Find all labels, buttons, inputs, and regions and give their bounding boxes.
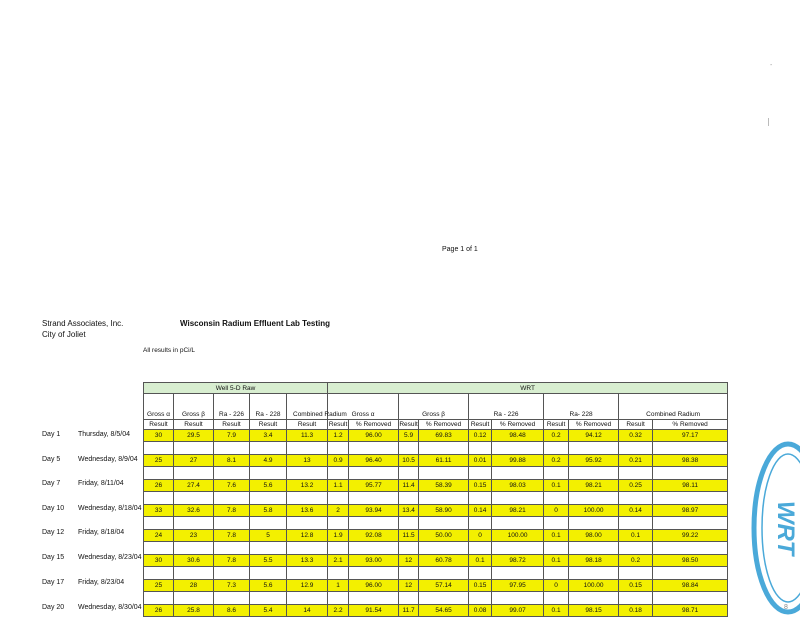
wrt-removed-cell: 60.78 — [419, 555, 469, 567]
wrt-result-cell: 12 — [399, 580, 419, 592]
sub-removed: % Removed — [569, 420, 619, 430]
wrt-removed-cell: 96.00 — [349, 430, 399, 442]
wrt-result-cell: 0.32 — [619, 430, 653, 442]
spacer-cell — [419, 567, 469, 580]
spacer-cell — [492, 442, 544, 455]
spacer-cell — [544, 567, 569, 580]
wrt-result-cell: 1.9 — [328, 530, 349, 542]
wrt-removed-cell: 96.00 — [349, 580, 399, 592]
spacer-cell — [469, 517, 492, 530]
wrt-result-cell: 0.1 — [544, 530, 569, 542]
table-row — [144, 580, 728, 592]
scan-mark: - — [770, 62, 773, 69]
spacer-row — [144, 467, 728, 480]
raw-cell: 7.9 — [214, 430, 250, 442]
col-header: Combined Radium — [287, 394, 328, 420]
date-label: Wednesday, 8/30/04 — [78, 604, 142, 611]
col-header: Ra - 226 — [214, 394, 250, 420]
spacer-cell — [469, 567, 492, 580]
spacer-cell — [492, 492, 544, 505]
client-name: City of Joliet — [42, 330, 86, 339]
wrt-removed-cell: 98.48 — [492, 430, 544, 442]
spacer-cell — [619, 567, 653, 580]
raw-cell: 25 — [144, 580, 174, 592]
date-label: Wednesday, 8/9/04 — [78, 456, 138, 463]
raw-cell: 8.1 — [214, 455, 250, 467]
date-label: Friday, 8/18/04 — [78, 529, 125, 536]
sub-removed: % Removed — [419, 420, 469, 430]
spacer-cell — [328, 542, 349, 555]
wrt-result-cell: 2.1 — [328, 555, 349, 567]
units-note: All results in pCi/L — [143, 347, 196, 354]
wrt-removed-cell: 98.18 — [569, 555, 619, 567]
spacer-cell — [653, 567, 728, 580]
raw-cell: 13 — [287, 455, 328, 467]
raw-cell: 5.4 — [250, 605, 287, 617]
spacer-cell — [544, 442, 569, 455]
spacer-cell — [492, 592, 544, 605]
spacer-cell — [653, 517, 728, 530]
raw-cell: 27 — [174, 455, 214, 467]
raw-cell: 30 — [144, 555, 174, 567]
raw-cell: 32.6 — [174, 505, 214, 517]
scan-artifact — [768, 118, 769, 126]
spacer-row — [144, 567, 728, 580]
wrt-removed-cell: 50.00 — [419, 530, 469, 542]
wrt-removed-cell: 91.54 — [349, 605, 399, 617]
spacer-cell — [653, 542, 728, 555]
spacer-cell — [144, 492, 174, 505]
spacer-cell — [653, 492, 728, 505]
wrt-removed-cell: 98.15 — [569, 605, 619, 617]
sub-removed: % Removed — [492, 420, 544, 430]
spacer-cell — [492, 567, 544, 580]
wrt-result-cell: 0.2 — [544, 455, 569, 467]
subheader-row — [144, 420, 728, 430]
wrt-result-cell: 11.4 — [399, 480, 419, 492]
date-label: Friday, 8/11/04 — [78, 480, 124, 487]
spacer-cell — [619, 442, 653, 455]
wrt-result-cell: 0.1 — [469, 555, 492, 567]
spacer-cell — [399, 467, 419, 480]
table-row — [144, 480, 728, 492]
raw-cell: 5.8 — [250, 505, 287, 517]
spacer-cell — [349, 492, 399, 505]
spacer-cell — [399, 567, 419, 580]
wrt-logo — [744, 438, 798, 618]
company-name: Strand Associates, Inc. — [42, 319, 124, 328]
spacer-cell — [250, 467, 287, 480]
wrt-result-cell: 12 — [399, 555, 419, 567]
spacer-cell — [419, 517, 469, 530]
spacer-cell — [349, 567, 399, 580]
day-label: Day 5 — [42, 456, 61, 463]
spacer-cell — [250, 542, 287, 555]
spacer-cell — [469, 592, 492, 605]
raw-cell: 30 — [144, 430, 174, 442]
date-label: Wednesday, 8/18/04 — [78, 505, 142, 512]
wrt-removed-cell: 97.95 — [492, 580, 544, 592]
wrt-removed-cell: 95.77 — [349, 480, 399, 492]
table-row — [144, 530, 728, 542]
spacer-row — [144, 542, 728, 555]
raw-cell: 14 — [287, 605, 328, 617]
raw-cell: 5 — [250, 530, 287, 542]
raw-cell: 7.6 — [214, 480, 250, 492]
spacer-cell — [653, 442, 728, 455]
spacer-cell — [174, 492, 214, 505]
wrt-result-cell: 10.5 — [399, 455, 419, 467]
wrt-removed-cell: 98.03 — [492, 480, 544, 492]
day-label: Day 15 — [42, 554, 65, 561]
raw-cell: 25.8 — [174, 605, 214, 617]
spacer-cell — [469, 492, 492, 505]
spacer-cell — [174, 467, 214, 480]
raw-cell: 3.4 — [250, 430, 287, 442]
spacer-cell — [619, 492, 653, 505]
wrt-removed-cell: 99.22 — [653, 530, 728, 542]
wrt-result-cell: 11.7 — [399, 605, 419, 617]
sub-result: Result — [399, 421, 418, 428]
sub-result: Result — [144, 420, 174, 430]
raw-cell: 30.6 — [174, 555, 214, 567]
wrt-removed-cell: 93.94 — [349, 505, 399, 517]
wrt-removed-cell: 96.40 — [349, 455, 399, 467]
wrt-removed-cell: 98.72 — [492, 555, 544, 567]
logo-text: WRT — [772, 500, 799, 556]
spacer-cell — [569, 492, 619, 505]
raw-cell: 23 — [174, 530, 214, 542]
wrt-result-cell: 1 — [328, 580, 349, 592]
date-label: Friday, 8/23/04 — [78, 579, 125, 586]
sub-result: Result — [328, 421, 348, 428]
raw-cell: 13.3 — [287, 555, 328, 567]
wrt-removed-cell: 99.88 — [492, 455, 544, 467]
sub-result: Result — [544, 420, 569, 430]
spacer-cell — [144, 517, 174, 530]
spacer-cell — [214, 592, 250, 605]
day-label: Day 17 — [42, 579, 65, 586]
wrt-result-cell: 1.1 — [328, 480, 349, 492]
spacer-cell — [419, 542, 469, 555]
col-header: Gross α — [144, 394, 174, 420]
spacer-cell — [144, 567, 174, 580]
col-group-header: Gross β — [399, 394, 469, 420]
day-label: Day 7 — [42, 480, 61, 487]
spacer-cell — [399, 517, 419, 530]
margin-mark: 8 — [784, 604, 788, 611]
spacer-cell — [544, 517, 569, 530]
spacer-cell — [287, 467, 328, 480]
wrt-result-cell: 13.4 — [399, 505, 419, 517]
spacer-cell — [399, 592, 419, 605]
spacer-cell — [214, 567, 250, 580]
wrt-removed-cell: 61.11 — [419, 455, 469, 467]
wrt-removed-cell: 98.21 — [569, 480, 619, 492]
raw-cell: 5.6 — [250, 480, 287, 492]
table-row — [144, 555, 728, 567]
table-row — [144, 430, 728, 442]
column-header-row — [144, 394, 728, 420]
raw-cell: 26 — [144, 605, 174, 617]
spacer-cell — [349, 467, 399, 480]
spacer-cell — [214, 442, 250, 455]
date-label: Wednesday, 8/23/04 — [78, 554, 142, 561]
wrt-result-cell: 0.01 — [469, 455, 492, 467]
spacer-cell — [287, 567, 328, 580]
col-group-header: Combined Radium — [619, 394, 728, 420]
spacer-cell — [544, 592, 569, 605]
wrt-result-cell: 0.1 — [619, 530, 653, 542]
wrt-removed-cell: 98.71 — [653, 605, 728, 617]
wrt-result-cell: 0.08 — [469, 605, 492, 617]
spacer-row — [144, 592, 728, 605]
spacer-cell — [469, 542, 492, 555]
raw-cell: 13.2 — [287, 480, 328, 492]
spacer-cell — [619, 592, 653, 605]
group-raw: Well 5-D Raw — [144, 383, 328, 394]
raw-cell: 26 — [144, 480, 174, 492]
day-label: Day 10 — [42, 505, 65, 512]
wrt-result-cell: 0.15 — [469, 480, 492, 492]
spacer-cell — [492, 517, 544, 530]
spacer-cell — [544, 542, 569, 555]
wrt-result-cell: 0.15 — [619, 580, 653, 592]
page-number: Page 1 of 1 — [442, 246, 478, 253]
spacer-cell — [250, 517, 287, 530]
col-group-header: Gross α — [328, 394, 399, 420]
spacer-cell — [287, 442, 328, 455]
spacer-cell — [328, 492, 349, 505]
raw-cell: 27.4 — [174, 480, 214, 492]
raw-cell: 28 — [174, 580, 214, 592]
wrt-removed-cell: 100.00 — [492, 530, 544, 542]
wrt-removed-cell: 98.00 — [569, 530, 619, 542]
spacer-cell — [349, 517, 399, 530]
day-label: Day 20 — [42, 604, 65, 611]
spacer-cell — [174, 542, 214, 555]
wrt-result-cell: 0.25 — [619, 480, 653, 492]
wrt-removed-cell: 94.12 — [569, 430, 619, 442]
spacer-cell — [174, 592, 214, 605]
wrt-result-cell: 0.9 — [328, 455, 349, 467]
wrt-result-cell: 2 — [328, 505, 349, 517]
table-row — [144, 455, 728, 467]
spacer-cell — [569, 517, 619, 530]
spacer-cell — [328, 592, 349, 605]
wrt-result-cell: 11.5 — [399, 530, 419, 542]
results-body — [144, 430, 728, 617]
table-row — [144, 605, 728, 617]
sub-result: Result — [250, 420, 287, 430]
spacer-cell — [144, 542, 174, 555]
wrt-removed-cell: 98.38 — [653, 455, 728, 467]
sub-removed: % Removed — [349, 420, 399, 430]
wrt-result-cell: 0.2 — [544, 430, 569, 442]
spacer-cell — [287, 517, 328, 530]
results-table — [143, 382, 728, 617]
sub-result: Result — [174, 420, 214, 430]
table-row — [144, 505, 728, 517]
wrt-removed-cell: 99.07 — [492, 605, 544, 617]
spacer-cell — [419, 492, 469, 505]
spacer-cell — [144, 467, 174, 480]
wrt-removed-cell: 57.14 — [419, 580, 469, 592]
spacer-cell — [653, 467, 728, 480]
spacer-cell — [144, 442, 174, 455]
document-title: Wisconsin Radium Effluent Lab Testing — [180, 319, 331, 328]
spacer-cell — [174, 442, 214, 455]
spacer-cell — [569, 442, 619, 455]
spacer-cell — [399, 442, 419, 455]
raw-cell: 13.6 — [287, 505, 328, 517]
wrt-result-cell: 0.12 — [469, 430, 492, 442]
spacer-cell — [653, 592, 728, 605]
day-label: Day 12 — [42, 529, 65, 536]
raw-cell: 5.5 — [250, 555, 287, 567]
spacer-cell — [569, 467, 619, 480]
spacer-cell — [174, 567, 214, 580]
wrt-removed-cell: 97.17 — [653, 430, 728, 442]
spacer-cell — [419, 442, 469, 455]
raw-cell: 25 — [144, 455, 174, 467]
sub-result: Result — [214, 420, 250, 430]
col-header: Gross β — [174, 394, 214, 420]
wrt-removed-cell: 54.65 — [419, 605, 469, 617]
wrt-result-cell: 0.21 — [619, 455, 653, 467]
sub-result: Result — [469, 420, 492, 430]
spacer-row — [144, 492, 728, 505]
sub-result: Result — [287, 420, 328, 430]
wrt-removed-cell: 93.00 — [349, 555, 399, 567]
spacer-cell — [569, 592, 619, 605]
group-header-row — [144, 383, 728, 394]
spacer-row — [144, 517, 728, 530]
wrt-removed-cell: 58.90 — [419, 505, 469, 517]
wrt-result-cell: 0 — [469, 530, 492, 542]
wrt-removed-cell: 100.00 — [569, 580, 619, 592]
spacer-cell — [619, 467, 653, 480]
spacer-cell — [569, 567, 619, 580]
raw-cell: 11.3 — [287, 430, 328, 442]
wrt-result-cell: 0.2 — [619, 555, 653, 567]
wrt-removed-cell: 95.92 — [569, 455, 619, 467]
spacer-row — [144, 442, 728, 455]
spacer-cell — [287, 542, 328, 555]
spacer-cell — [328, 567, 349, 580]
spacer-cell — [328, 467, 349, 480]
spacer-cell — [419, 467, 469, 480]
company-block — [42, 318, 123, 340]
wrt-result-cell: 0.1 — [544, 555, 569, 567]
wrt-result-cell: 0 — [544, 580, 569, 592]
wrt-result-cell: 1.2 — [328, 430, 349, 442]
spacer-cell — [144, 592, 174, 605]
spacer-cell — [469, 442, 492, 455]
spacer-cell — [399, 492, 419, 505]
wrt-removed-cell: 98.84 — [653, 580, 728, 592]
raw-cell: 7.8 — [214, 555, 250, 567]
date-label: Thursday, 8/5/04 — [78, 431, 131, 438]
wrt-result-cell: 5.9 — [399, 430, 419, 442]
wrt-removed-cell: 98.21 — [492, 505, 544, 517]
spacer-cell — [287, 592, 328, 605]
spacer-cell — [492, 467, 544, 480]
spacer-cell — [619, 542, 653, 555]
wrt-result-cell: 0.15 — [469, 580, 492, 592]
spacer-cell — [469, 467, 492, 480]
raw-cell: 12.9 — [287, 580, 328, 592]
spacer-cell — [328, 442, 349, 455]
raw-cell: 12.8 — [287, 530, 328, 542]
spacer-cell — [250, 492, 287, 505]
wrt-result-cell: 0.1 — [544, 480, 569, 492]
sub-removed: % Removed — [653, 420, 728, 430]
spacer-cell — [250, 442, 287, 455]
wrt-removed-cell: 92.08 — [349, 530, 399, 542]
wrt-result-cell: 0.18 — [619, 605, 653, 617]
wrt-removed-cell: 69.83 — [419, 430, 469, 442]
spacer-cell — [214, 467, 250, 480]
wrt-result-cell: 2.2 — [328, 605, 349, 617]
spacer-cell — [214, 517, 250, 530]
spacer-cell — [174, 517, 214, 530]
spacer-cell — [349, 442, 399, 455]
wrt-result-cell: 0 — [544, 505, 569, 517]
spacer-cell — [349, 592, 399, 605]
col-group-header: Ra - 226 — [469, 394, 544, 420]
raw-cell: 4.9 — [250, 455, 287, 467]
spacer-cell — [250, 567, 287, 580]
spacer-cell — [214, 542, 250, 555]
day-label: Day 1 — [42, 431, 61, 438]
wrt-result-cell: 0.14 — [619, 505, 653, 517]
raw-cell: 24 — [144, 530, 174, 542]
raw-cell: 7.3 — [214, 580, 250, 592]
spacer-cell — [399, 542, 419, 555]
spacer-cell — [328, 517, 349, 530]
wrt-result-cell: 0.1 — [544, 605, 569, 617]
wrt-removed-cell: 98.97 — [653, 505, 728, 517]
sub-result: Result — [619, 420, 653, 430]
col-group-header: Ra- 228 — [544, 394, 619, 420]
wrt-removed-cell: 100.00 — [569, 505, 619, 517]
spacer-cell — [349, 542, 399, 555]
spacer-cell — [544, 492, 569, 505]
spacer-cell — [287, 492, 328, 505]
raw-cell: 7.8 — [214, 530, 250, 542]
spacer-cell — [250, 592, 287, 605]
wrt-removed-cell: 98.50 — [653, 555, 728, 567]
spacer-cell — [619, 517, 653, 530]
raw-cell: 33 — [144, 505, 174, 517]
wrt-removed-cell: 98.11 — [653, 480, 728, 492]
raw-cell: 7.8 — [214, 505, 250, 517]
group-wrt: WRT — [328, 383, 728, 394]
wrt-removed-cell: 58.39 — [419, 480, 469, 492]
wrt-result-cell: 0.14 — [469, 505, 492, 517]
spacer-cell — [544, 467, 569, 480]
raw-cell: 8.6 — [214, 605, 250, 617]
col-header: Ra - 228 — [250, 394, 287, 420]
spacer-cell — [492, 542, 544, 555]
raw-cell: 5.6 — [250, 580, 287, 592]
raw-cell: 29.5 — [174, 430, 214, 442]
spacer-cell — [569, 542, 619, 555]
spacer-cell — [419, 592, 469, 605]
spacer-cell — [214, 492, 250, 505]
